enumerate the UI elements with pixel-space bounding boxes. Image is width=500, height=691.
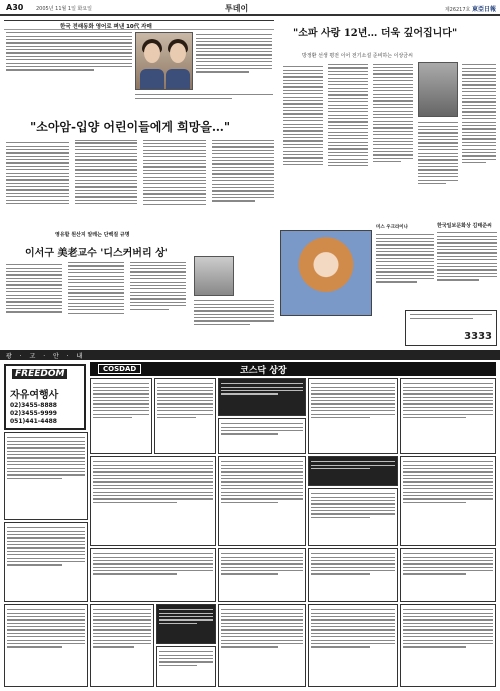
ad-listing-box [4, 522, 88, 602]
article1-headline: "소아암-입양 어린이들에게 희망을…" [30, 120, 231, 134]
right-headline: "소파 사랑 12년… 더욱 깊어집니다" [293, 28, 458, 39]
ad-listing-box [400, 456, 496, 546]
right-headline-2: 한국일보문화상 김태준씨 [437, 223, 492, 229]
right-kicker: 방정환 선생 평전 이어 전기소설 준비하는 이상금씨 [302, 53, 413, 59]
article1-lead-text [6, 30, 132, 90]
ad-listing-box [218, 378, 306, 416]
ad-listing-box [4, 604, 88, 687]
freedom-travel-ad [4, 364, 86, 430]
ad-listing-box [400, 548, 496, 602]
miss-ukraine-label: 미스 우크라이나 [376, 225, 408, 230]
freedom-phone-2: 02)3455-9999 [10, 410, 57, 417]
ad-listing-box [218, 418, 306, 454]
page-number: A30 [6, 3, 24, 12]
small-ad-box [405, 310, 497, 346]
small-ad-number: 3333 [464, 331, 492, 342]
article2-kicker: 영유할 원산지 알레는 단백질 규명 [55, 232, 130, 238]
author-photo [418, 62, 458, 117]
article1-side-text [196, 32, 272, 92]
article1-body [6, 140, 274, 228]
miss-ukraine-caption [376, 232, 434, 322]
ad-listing-box [400, 378, 496, 454]
article2-side-text [194, 298, 274, 342]
professor-photo [194, 256, 234, 296]
article1-kicker: 한국 전래동화 영어로 펴낸 10代 자매 [60, 24, 152, 30]
ad-listing-box [4, 432, 88, 520]
article1-photo-caption [135, 92, 273, 106]
newspaper-logo: 東亞日報 [471, 6, 496, 13]
ad-listing-box [156, 604, 216, 644]
ad-listing-box [90, 456, 216, 546]
ad-listing-box [90, 604, 154, 687]
header-right [445, 4, 496, 13]
ad-listing-box [90, 548, 216, 602]
ad-listing-box [308, 548, 398, 602]
right-article-side [418, 120, 458, 210]
freedom-phone-1: 02)3455-8888 [10, 402, 57, 409]
article2-body [6, 262, 186, 342]
cosdad-banner [90, 362, 496, 376]
ad-listing-box [218, 456, 306, 546]
freedom-phones [10, 402, 57, 426]
ad-listing-box [156, 646, 216, 687]
freedom-brand: FREEDOM [12, 369, 67, 379]
section-title: 투데이 [225, 4, 249, 13]
ad-listing-box [400, 604, 496, 687]
freedom-name: 자유여행사 [10, 390, 59, 401]
miss-ukraine-photo [280, 230, 372, 316]
ad-section-label: 광 · 고 · 안 · 내 [6, 353, 86, 360]
cosdad-brand: COSDAD [98, 364, 141, 374]
right-article-body [283, 64, 413, 214]
ad-listing-box [308, 456, 398, 486]
ad-listing-box [90, 378, 152, 454]
issue-number: 제26217호 [444, 7, 471, 13]
article2-headline: 이서구 美老교수 '디스커버리 상' [25, 248, 168, 259]
ad-listing-box [218, 604, 306, 687]
freedom-phone-3: 051)441-4488 [10, 418, 57, 425]
ad-listing-box [308, 378, 398, 454]
sisters-photo [135, 32, 193, 90]
cosdad-title: 코스닥 상장 [240, 366, 287, 376]
ad-listing-box [154, 378, 216, 454]
ad-listing-box [308, 604, 398, 687]
ad-listing-box [218, 548, 306, 602]
issue-date: 2005년 11월 1일 화요일 [36, 6, 93, 12]
right-column-text [462, 62, 496, 212]
ad-listing-box [308, 488, 398, 546]
